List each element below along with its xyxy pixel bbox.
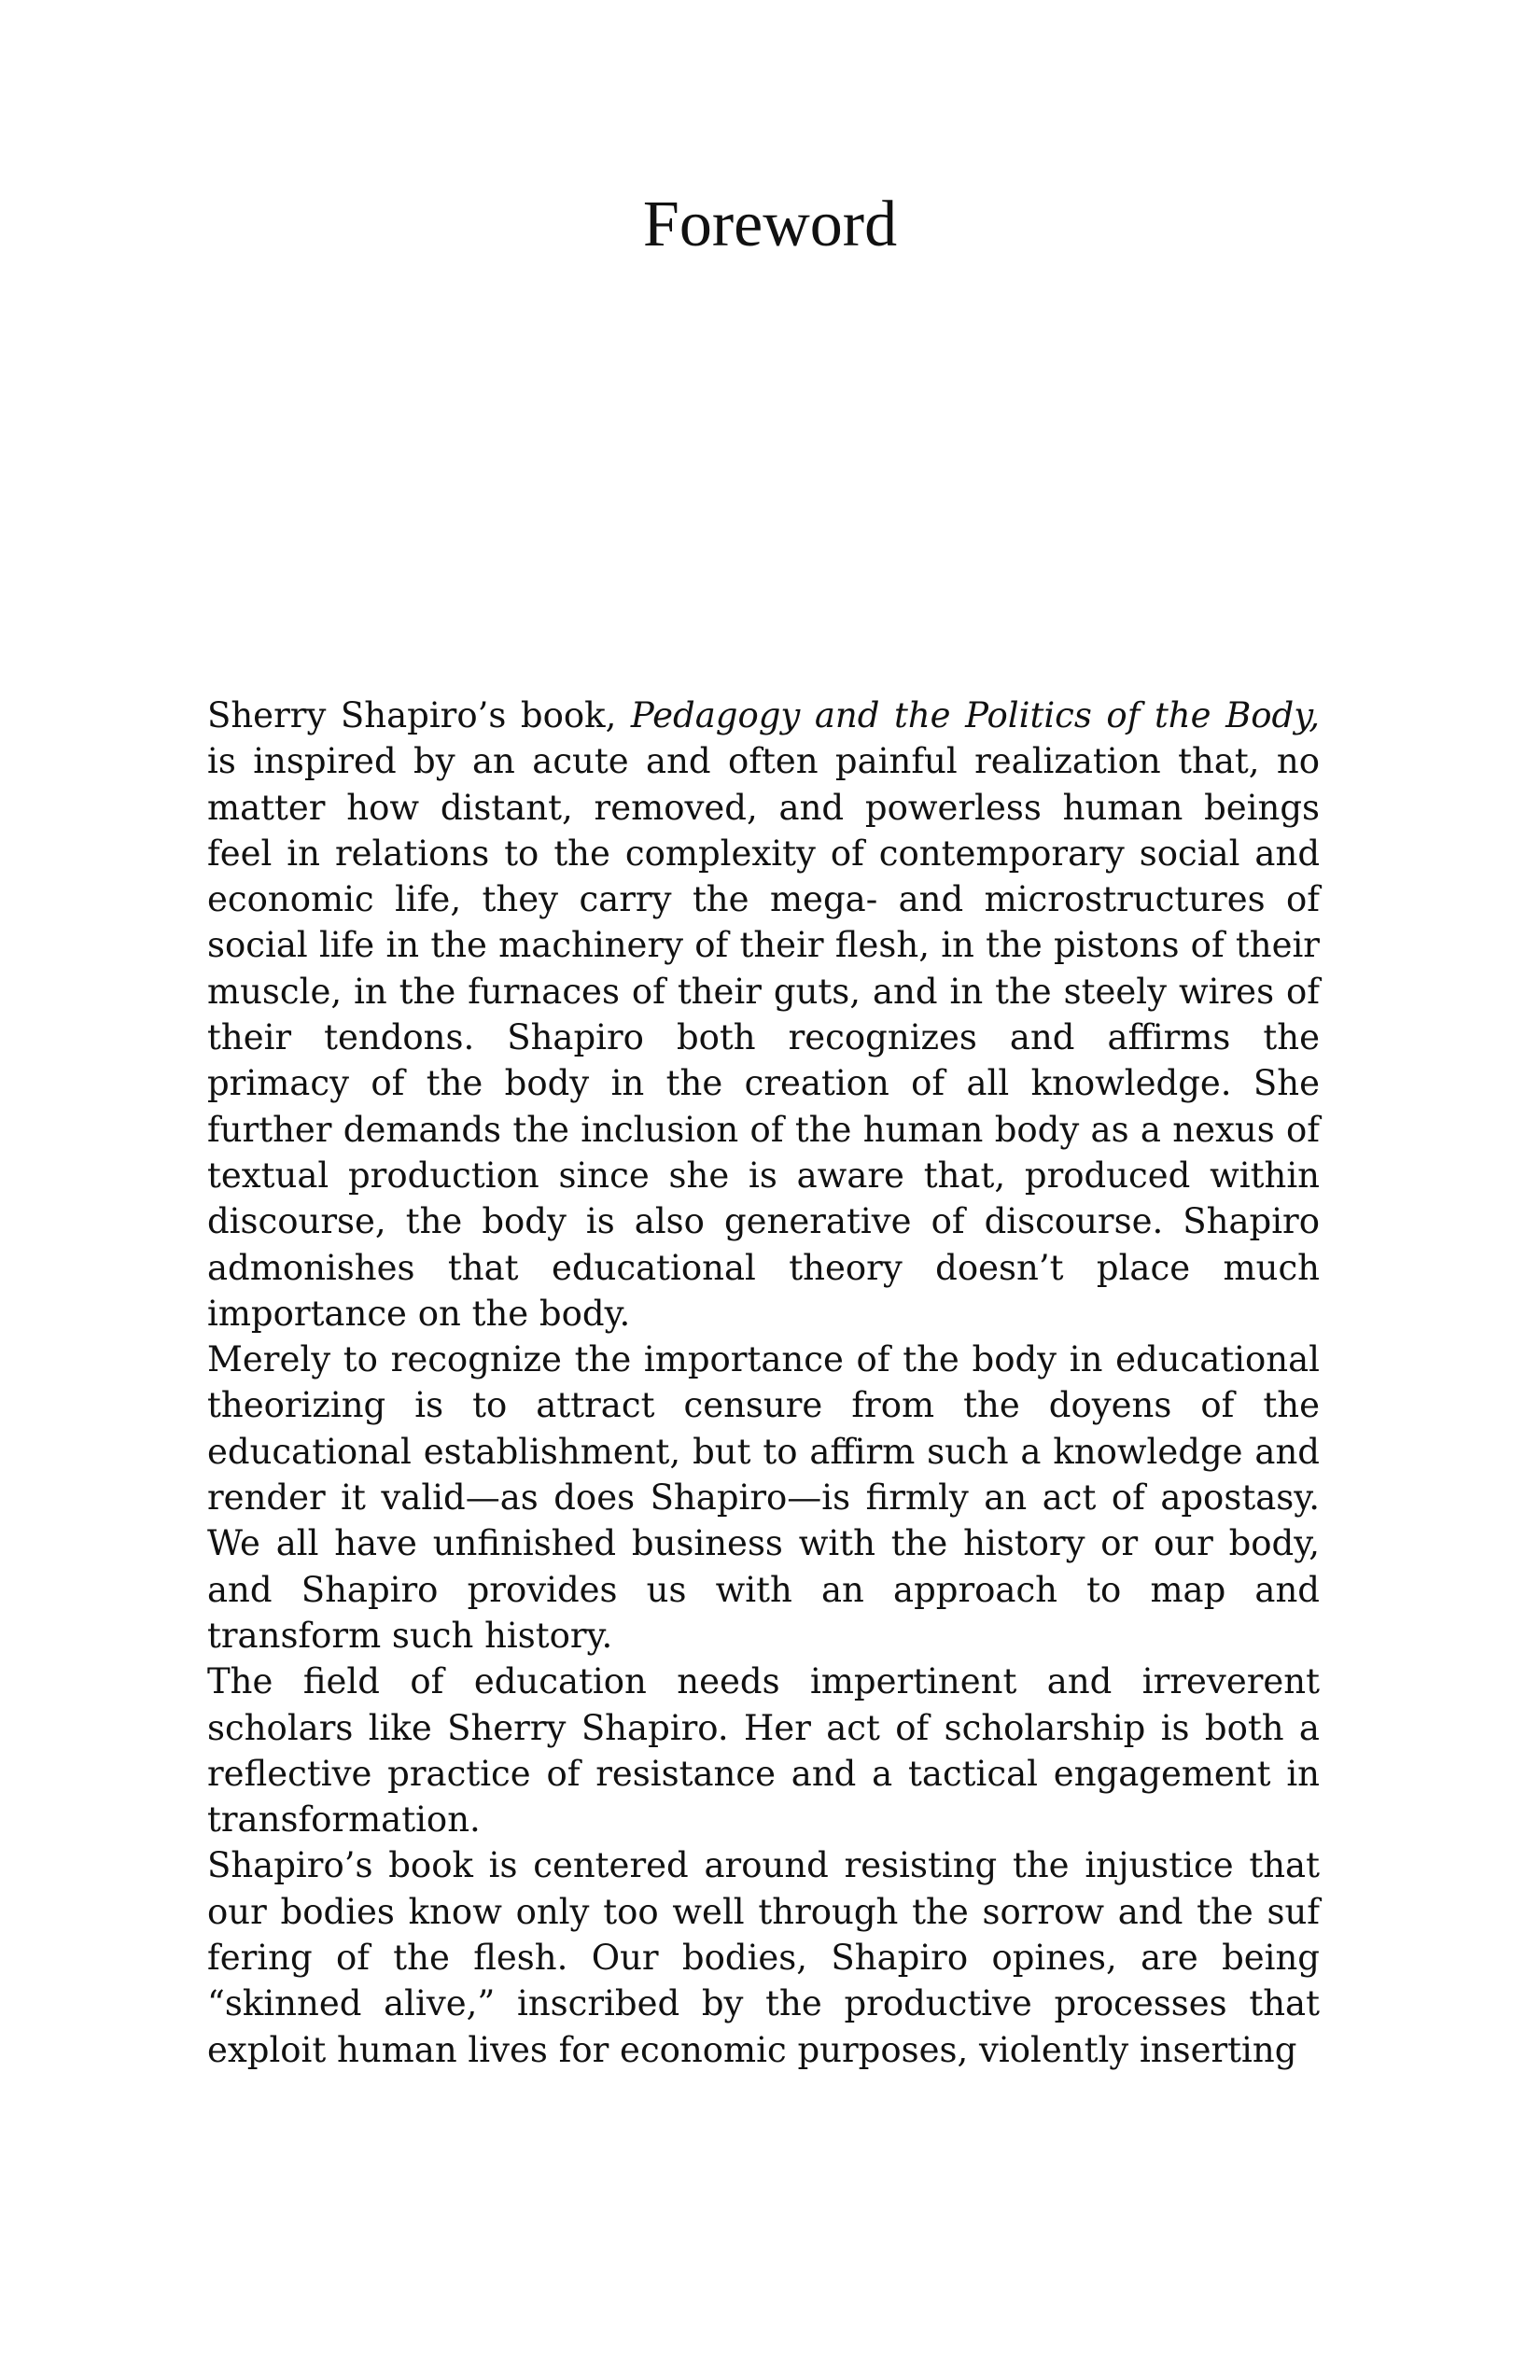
page-title: Foreword (642, 189, 898, 260)
paragraph-1-rest: is inspired by an acute and often painful realization that, no matter how distant, removed, and powerless human beings feel in relations to the complexity of contemporary social and economic life, they carry the mega- and microstructures of social life in the machinery of their flesh, in the pistons of their muscle, in the furnaces of their guts, and in the steely wires of their tendons. Shapiro both recognizes and affirms the primacy of the body in the creation of all knowledge. She further demands the inclusion of the human body as a nexus of textual production since she is aware that, produced within discourse, the body is also generative of discourse. Shapiro admonishes that educational theory doesn’t place much importance on the body. (207, 741, 1320, 1334)
book-title: Pedagogy and the Politics of the Body, (630, 695, 1320, 735)
paragraph-3: The field of education needs impertinent and irreverent scholars like Sherry Shapiro. Her act of scholarship is both a reflective practice of resistance and a tactical engagement in transformation. (207, 1661, 1320, 1841)
paragraph-1-lead: Sherry Shapiro’s book, (207, 695, 631, 735)
paragraph-2: Merely to recognize the importance of the body in educational theorizing is to attract censure from the doyens of the educational establishment, but to affirm such a knowledge and render it valid—as does Shapiro—is firmly an act of apostasy. We all have unfinished business with the history or our body, and Shapiro provides us with an approach to map and transform such history. (207, 1339, 1320, 1656)
paragraph-1 (207, 693, 1320, 1337)
foreword-body (207, 693, 1320, 2073)
paragraph-4: Shapiro’s book is centered around resisting the injustice that our bodies know only too well through the sorrow and the suf fering of the flesh. Our bodies, Shapiro opines, are being “skinned alive,” inscribed by the productive processes that exploit human lives for economic purposes, violently inserting (207, 1845, 1320, 2070)
